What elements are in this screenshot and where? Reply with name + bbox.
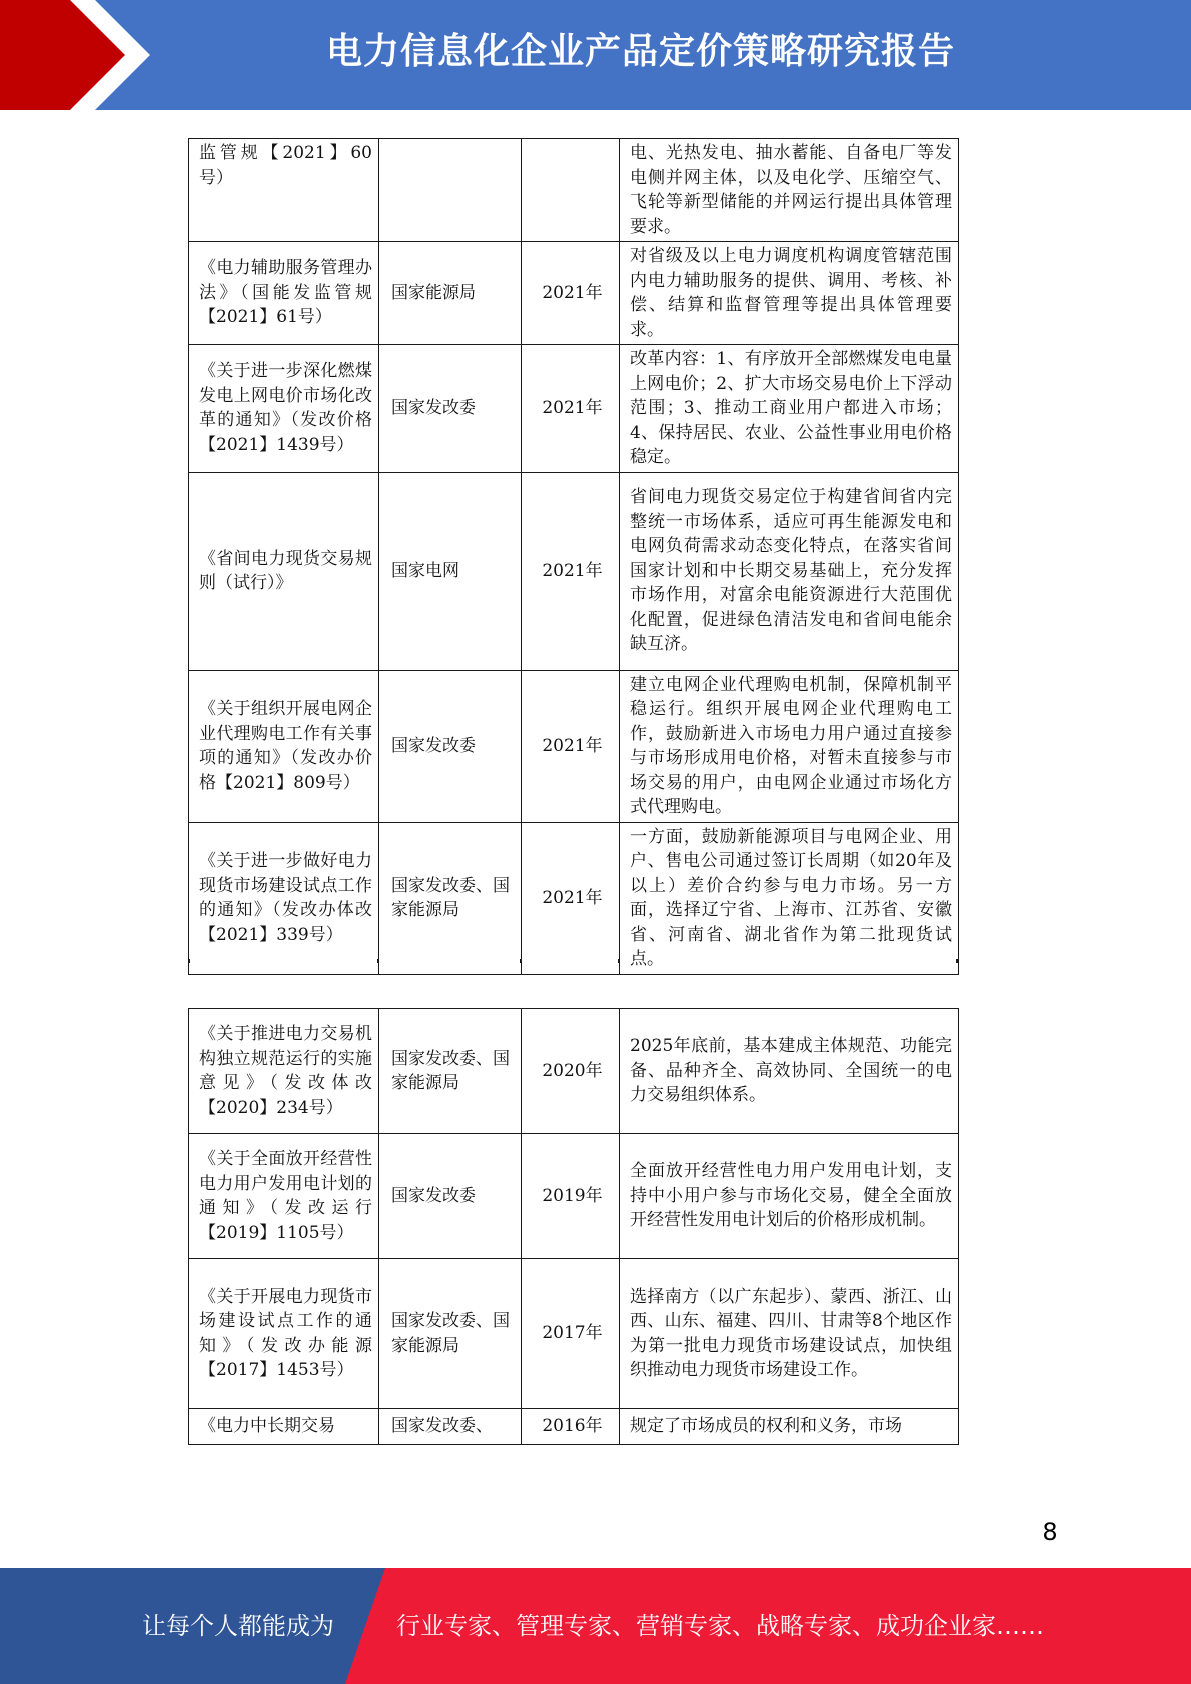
- policy-name-cell: 《电力辅助服务管理办法》（国能发监管规【2021】61号）: [189, 242, 379, 345]
- table-row: [189, 1259, 959, 1409]
- description-cell: 改革内容：1、有序放开全部燃煤发电电量上网电价；2、扩大市场交易电价上下浮动范围；3、推动工商业用户都进入市场；4、保持居民、农业、公益性事业用电价格稳定。: [620, 345, 959, 473]
- policy-name-cell: 《关于进一步深化燃煤发电上网电价市场化改革的通知》（发改价格【2021】1439号）: [189, 345, 379, 473]
- year-cell: 2017年: [522, 1259, 620, 1409]
- issuer-cell: 国家发改委: [379, 670, 522, 822]
- year-cell: 2021年: [522, 242, 620, 345]
- year-cell: 2016年: [522, 1409, 620, 1445]
- policy-name-cell: 《关于组织开展电网企业代理购电工作有关事项的通知》（发改办价格【2021】809号）: [189, 670, 379, 822]
- description-cell: 2025年底前，基本建成主体规范、功能完备、品种齐全、高效协同、全国统一的电力交易组织体系。: [620, 1009, 959, 1134]
- page-number: 8: [1042, 1518, 1058, 1546]
- table-row: [189, 242, 959, 345]
- description-cell: 全面放开经营性电力用户发用电计划，支持中小用户参与市场化交易，健全全面放开经营性发用电计划后的价格形成机制。: [620, 1134, 959, 1259]
- policy-name-cell: 《省间电力现货交易规则（试行）》: [189, 472, 379, 670]
- page-footer: [0, 1568, 1191, 1684]
- table-cut-edge: [188, 959, 958, 963]
- issuer-cell: 国家发改委、: [379, 1409, 522, 1445]
- year-cell: 2019年: [522, 1134, 620, 1259]
- page-header: [0, 0, 1191, 110]
- issuer-cell: 国家发改委、国家能源局: [379, 822, 522, 974]
- year-cell: 2021年: [522, 822, 620, 974]
- issuer-cell: 国家发改委: [379, 1134, 522, 1259]
- description-cell: 省间电力现货交易定位于构建省间省内完整统一市场体系，适应可再生能源发电和电网负荷需求动态变化特点，在落实省间国家计划和中长期交易基础上，充分发挥市场作用，对富余电能资源进行大范围优化配置，促进绿色清洁发电和省间电能余缺互济。: [620, 472, 959, 670]
- table-row: [189, 822, 959, 974]
- year-cell: 2021年: [522, 345, 620, 473]
- table-row: [189, 1134, 959, 1259]
- issuer-cell: 国家发改委、国家能源局: [379, 1259, 522, 1409]
- year-cell: 2021年: [522, 670, 620, 822]
- policy-name-cell: 《关于推进电力交易机构独立规范运行的实施意见》（发改体改【2020】234号）: [189, 1009, 379, 1134]
- issuer-cell: 国家发改委: [379, 345, 522, 473]
- year-cell: 2021年: [522, 472, 620, 670]
- description-cell: 对省级及以上电力调度机构调度管辖范围内电力辅助服务的提供、调用、考核、补偿、结算和监督管理等提出具体管理要求。: [620, 242, 959, 345]
- table-row: [189, 1409, 959, 1445]
- policy-table-2: [188, 1008, 959, 1445]
- policy-name-cell: 《关于进一步做好电力现货市场建设试点工作的通知》（发改办体改【2021】339号）: [189, 822, 379, 974]
- issuer-cell: 国家能源局: [379, 242, 522, 345]
- policy-name-cell: 《关于开展电力现货市场建设试点工作的通知》（发改办能源【2017】1453号）: [189, 1259, 379, 1409]
- description-cell: 规定了市场成员的权利和义务，市场: [620, 1409, 959, 1445]
- table-row: [189, 345, 959, 473]
- year-cell: [522, 139, 620, 242]
- footer-slogan-left: 让每个人都能成为: [142, 1612, 334, 1640]
- description-cell: 电、光热发电、抽水蓄能、自备电厂等发电侧并网主体，以及电化学、压缩空气、飞轮等新型储能的并网运行提出具体管理要求。: [620, 139, 959, 242]
- policy-name-cell: 《关于全面放开经营性电力用户发用电计划的通知》（发改运行【2019】1105号）: [189, 1134, 379, 1259]
- table-row: [189, 139, 959, 242]
- policy-name-cell: 《电力中长期交易: [189, 1409, 379, 1445]
- year-cell: 2020年: [522, 1009, 620, 1134]
- issuer-cell: [379, 139, 522, 242]
- report-title: 电力信息化企业产品定价策略研究报告: [325, 31, 955, 72]
- issuer-cell: 国家电网: [379, 472, 522, 670]
- policy-table-1: [188, 138, 959, 975]
- issuer-cell: 国家发改委、国家能源局: [379, 1009, 522, 1134]
- description-cell: 选择南方（以广东起步）、蒙西、浙江、山西、山东、福建、四川、甘肃等8个地区作为第一批电力现货市场建设试点，加快组织推动电力现货市场建设工作。: [620, 1259, 959, 1409]
- table-row: [189, 1009, 959, 1134]
- description-cell: 一方面，鼓励新能源项目与电网企业、用户、售电公司通过签订长周期（如20年及以上）差价合约参与电力市场。另一方面，选择辽宁省、上海市、江苏省、安徽省、河南省、湖北省作为第二批现货试点。: [620, 822, 959, 974]
- table-row: [189, 472, 959, 670]
- policy-name-cell: 监管规【2021】60号）: [189, 139, 379, 242]
- description-cell: 建立电网企业代理购电机制，保障机制平稳运行。组织开展电网企业代理购电工作，鼓励新进入市场电力用户通过直接参与市场形成用电价格，对暂未直接参与市场交易的用户，由电网企业通过市场化方式代理购电。: [620, 670, 959, 822]
- table-row: [189, 670, 959, 822]
- footer-slogan-right: 行业专家、管理专家、营销专家、战略专家、成功企业家……: [396, 1612, 1044, 1640]
